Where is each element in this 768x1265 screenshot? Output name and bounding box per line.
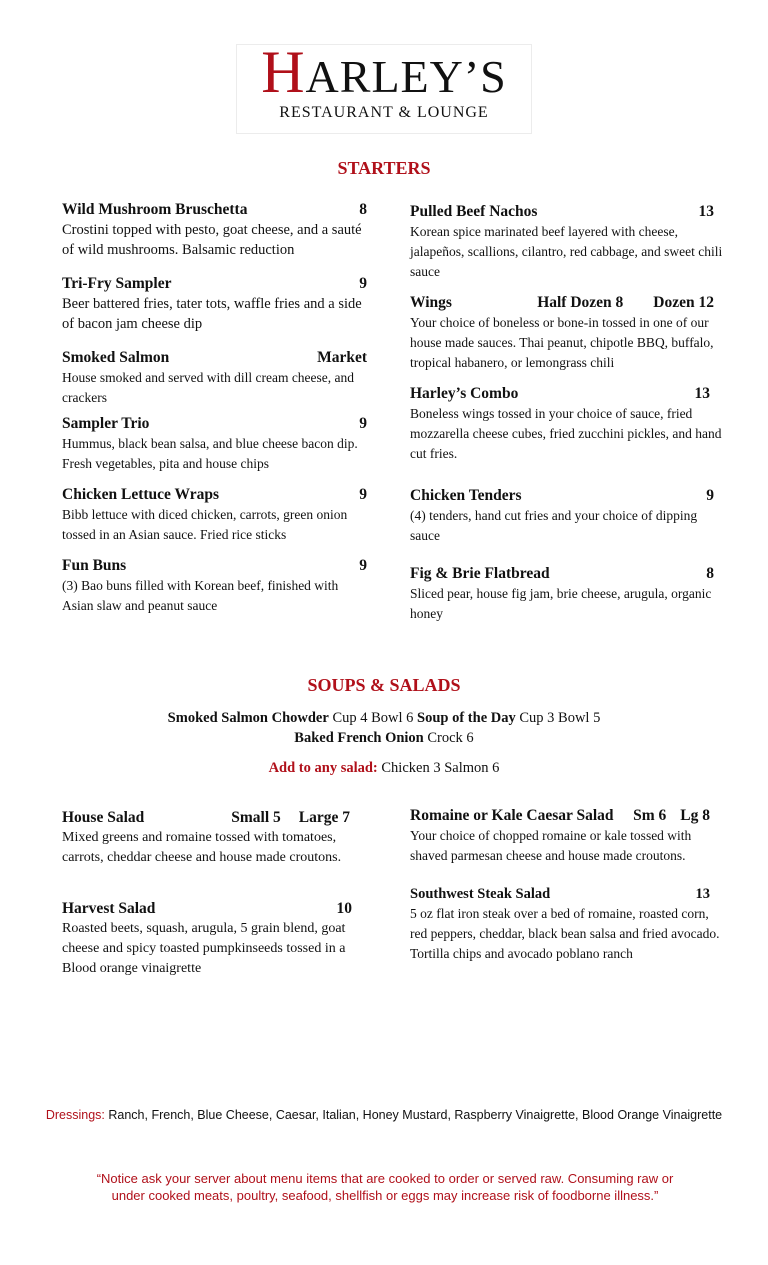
salad-addons: [0, 758, 768, 778]
item-description: Beer battered fries, tater tots, waffle fries and a side of bacon jam cheese dip: [62, 296, 362, 332]
item-size-small: Sm 6: [633, 807, 667, 824]
chowder-prices: Cup 4 Bowl 6: [332, 710, 414, 726]
menu-item: [62, 274, 367, 334]
item-description: Roasted beets, squash, arugula, 5 grain blend, goat cheese and spicy toasted pumpkinseeds tossed in a Blood orange vinaigrette: [62, 921, 346, 976]
item-size-dozen: Dozen 12: [653, 294, 714, 311]
add-to-salad-label: Add to any salad:: [268, 760, 378, 776]
soups-salads-title: SOUPS & SALADS: [307, 675, 461, 695]
item-price: 9: [359, 415, 367, 432]
item-size-large: Large 7: [298, 809, 350, 826]
item-description: 5 oz flat iron steak over a bed of romaine, roasted corn, red peppers, cheddar, black bean salsa and fried avocado. Tortilla chips and avocado poblano ranch: [410, 906, 720, 961]
item-description: Hummus, black bean salsa, and blue cheese bacon dip. Fresh vegetables, pita and house chips: [62, 436, 358, 471]
item-size-half: Half Dozen 8: [537, 294, 624, 311]
logo-name: [237, 39, 531, 105]
item-name: Chicken Tenders: [410, 487, 522, 504]
restaurant-logo: [236, 39, 532, 134]
menu-item: [410, 806, 728, 866]
item-description: House smoked and served with dill cream cheese, and crackers: [62, 370, 355, 405]
consumer-advisory-notice: “Notice ask your server about menu items that are cooked to order or served raw. Consuming raw or under cooked meats, poultry, seafood, shellfish or eggs may increase risk of foodborne illness.”: [96, 1171, 674, 1203]
item-description: Korean spice marinated beef layered with cheese, jalapeños, scallions, cilantro, red cabbage, and sweet chili sauce: [410, 224, 723, 279]
item-name: House Salad: [62, 809, 145, 826]
item-price: 13: [694, 385, 710, 402]
logo-initial: H: [261, 39, 306, 105]
menu-item: [62, 348, 367, 408]
item-description: Bibb lettuce with diced chicken, carrots, green onion tossed in an Asian sauce. Fried rice sticks: [62, 507, 348, 542]
soup-of-day-prices: Cup 3 Bowl 5: [519, 710, 601, 726]
menu-item: [410, 884, 728, 964]
item-name: Fun Buns: [62, 557, 127, 574]
menu-item: [410, 202, 728, 282]
item-price: 9: [359, 557, 367, 574]
menu-item: [62, 485, 367, 545]
item-name: Harley’s Combo: [410, 385, 519, 402]
item-description: (4) tenders, hand cut fries and your choice of dipping sauce: [410, 508, 698, 543]
item-price: 9: [359, 275, 367, 292]
item-name: Harvest Salad: [62, 900, 156, 917]
item-description: Sliced pear, house fig jam, brie cheese, arugula, organic honey: [410, 586, 712, 621]
item-price: 13: [698, 203, 714, 220]
item-name: Wings: [410, 294, 452, 311]
menu-item: [62, 200, 367, 260]
soup-line-2: [0, 728, 768, 748]
item-price: 9: [706, 487, 714, 504]
dressings-list: Ranch, French, Blue Cheese, Caesar, Italian, Honey Mustard, Raspberry Vinaigrette, Blood Orange Vinaigrette: [108, 1108, 723, 1122]
french-onion-name: Baked French Onion: [294, 730, 424, 746]
french-onion-prices: Crock 6: [427, 730, 474, 746]
item-price: 10: [336, 900, 352, 917]
soup-line-1: [0, 708, 768, 728]
chowder-name: Smoked Salmon Chowder: [167, 710, 329, 726]
item-description: Mixed greens and romaine tossed with tomatoes, carrots, cheddar cheese and house made croutons.: [62, 830, 342, 865]
menu-item: [410, 293, 728, 373]
menu-item: [410, 564, 728, 624]
item-price: 8: [359, 201, 367, 218]
item-name: Smoked Salmon: [62, 349, 170, 366]
item-description: Your choice of boneless or bone-in tossed in one of our house made sauces. Thai peanut, chipotle BBQ, buffalo, tropical habanero, or lemongrass chili: [410, 315, 714, 370]
item-description: Crostini topped with pesto, goat cheese, and a sauté of wild mushrooms. Balsamic reduction: [62, 222, 362, 258]
item-price: 9: [359, 486, 367, 503]
menu-item: [62, 808, 350, 868]
menu-item: [62, 556, 367, 616]
dressings-label: Dressings:: [45, 1108, 105, 1122]
item-price: 13: [695, 886, 710, 902]
item-description: Your choice of chopped romaine or kale tossed with shaved parmesan cheese and house made croutons.: [410, 828, 692, 863]
item-name: Chicken Lettuce Wraps: [62, 486, 220, 503]
menu-item: [62, 899, 352, 979]
item-price: Market: [317, 349, 367, 366]
item-name: Pulled Beef Nachos: [410, 203, 538, 220]
item-description: Boneless wings tossed in your choice of sauce, fried mozzarella cheese cubes, fried zucchini pickles, and hand cut fries.: [410, 406, 722, 461]
item-name: Fig & Brie Flatbread: [410, 565, 550, 582]
item-name: Romaine or Kale Caesar Salad: [410, 807, 614, 824]
menu-item: [410, 384, 728, 464]
item-description: (3) Bao buns filled with Korean beef, finished with Asian slaw and peanut sauce: [62, 578, 339, 613]
item-name: Southwest Steak Salad: [410, 886, 551, 902]
item-name: Sampler Trio: [62, 415, 150, 432]
dressings-line: [0, 1108, 768, 1122]
item-size-small: Small 5: [231, 809, 281, 826]
item-name: Wild Mushroom Bruschetta: [62, 201, 248, 218]
menu-item: [410, 486, 728, 546]
menu-item: [62, 414, 367, 474]
item-price: 8: [706, 565, 714, 582]
add-to-salad-options: Chicken 3 Salmon 6: [381, 760, 500, 776]
item-name: Tri-Fry Sampler: [62, 275, 172, 292]
logo-subtitle: RESTAURANT & LOUNGE: [279, 104, 489, 121]
starters-title: STARTERS: [337, 158, 431, 178]
logo-rest: ARLEY’S: [305, 51, 507, 102]
soup-of-day-name: Soup of the Day: [417, 710, 516, 726]
item-size-large: Lg 8: [680, 807, 710, 824]
